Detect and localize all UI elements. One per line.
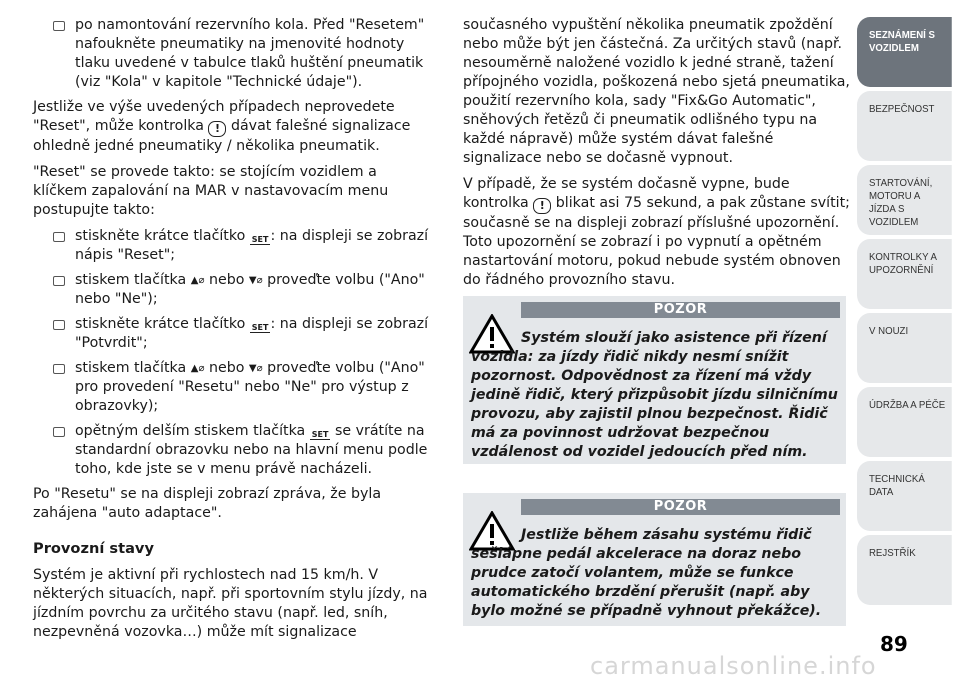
up-button-icon: ▲⌀ [190, 363, 205, 374]
list-item [33, 16, 435, 92]
warning-text: Jestliže během zásahu systému řidič sešlápne pedál akcelerace na doraz nebo prudce zatočí volantem, může se funkce automatického brzdění přerušit (např. aby bylo možné se případně vyhnout překážce). [471, 527, 822, 619]
tab-maintenance[interactable]: ÚDRŽBA A PÉČE [857, 387, 952, 457]
text: : na displeji se zobrazí "Potvrdit"; [75, 316, 429, 351]
warning-box-2 [463, 493, 846, 626]
paragraph: současného vypuštění několika pneumatik zpoždění nebo může být jen částečná. Za určitých stavů (např. nesouměrně naložené vozidlo k jedné straně, tažení přípojného vozidla, poškozená nebo sjetá pneumatika, použití rezervního kola, sady "Fix&Go Automatic", sněhových řetězů či pneumatik odlišného typu na každé nápravě) může systém dávat falešné signalizace nebo se dočasně vypnout. [463, 17, 850, 166]
text: opětným delším stiskem tlačítka [75, 423, 306, 439]
tab-warnings[interactable]: KONTROLKY A UPOZORNĚNÍ [857, 239, 952, 309]
tab-index[interactable]: REJSTŘÍK [857, 535, 952, 605]
list-item [33, 227, 435, 265]
warning-label: POZOR [521, 499, 840, 515]
paragraph: Po "Resetu" se na displeji zobrazí zpráva, že byla zahájena "auto adaptace". [33, 486, 382, 521]
text: Jestliže ve výše uvedených případech neprovedete "Reset", může kontrolka [33, 99, 395, 134]
set-button-icon: SET [251, 235, 269, 244]
text: stiskněte krátce tlačítko [75, 316, 246, 332]
warning-label: POZOR [521, 302, 840, 318]
set-button-icon: SET [311, 430, 329, 439]
watermark: carmanualsonline.info [590, 652, 877, 680]
warning-text: Systém slouží jako asistence při řízení vozidla: za jízdy řidič nikdy nesmí snížit pozornost. Odpovědnost za řízení má vždy jedině řidič, který přizpůsobit jízdu silničnímu provozu, aby zajistil plnou bezpečnost. Řidič má za povinnost udržovat bezpečnou vzdálenost od vozidel jedoucích před ním. [471, 330, 838, 460]
down-button-icon: ▼⌀ [248, 363, 263, 374]
text: dávat falešné signalizace ohledně jedné pneumatiky / několika pneumatik. [33, 118, 411, 154]
page-number: 89 [880, 632, 908, 656]
paragraph: "Reset" se provede takto: se stojícím vozidlem a klíčkem zapalování na MAR v nastavovacím menu postupujte takto: [33, 164, 389, 218]
text: nebo [208, 360, 245, 376]
chapter-sidebar [857, 17, 960, 609]
up-button-icon: ▲⌀ [190, 275, 205, 286]
text: stiskem tlačítka [75, 272, 187, 288]
list-item [33, 422, 435, 479]
tire-pressure-warning-icon: ! [533, 198, 551, 214]
list-item [33, 315, 435, 353]
text: blikat asi 75 sekund, a pak zůstane svítit; současně se na displeji zobrazí příslušné upozornění. Toto upozornění se zobrazí i po vypnutí a opětném nastartování motoru, pokud nebude systém obnoven do řádného provozního stavu. [463, 195, 850, 288]
text: : na displeji se zobrazí nápis "Reset"; [75, 228, 429, 263]
set-button-icon: SET [251, 323, 269, 332]
paragraph [463, 175, 851, 290]
item-text: po namontování rezervního kola. Před "Resetem" nafoukněte pneumatiky na jmenovité hodnoty tlaku uvedené v tabulce tlaků huštění pneumatik (viz "Kola" v kapitole "Technické údaje"). [75, 17, 425, 90]
tab-safety[interactable]: BEZPEČNOST [857, 91, 952, 161]
section-heading: Provozní stavy [33, 540, 154, 557]
text: proveďte volbu ("Ano" nebo "Ne"); [75, 272, 425, 307]
list-item [33, 271, 435, 309]
text: proveďte volbu ("Ano" pro provedení "Resetu" nebo "Ne" pro výstup z obrazovky); [75, 360, 425, 414]
down-button-icon: ▼⌀ [248, 275, 263, 286]
text: se vrátíte na standardní obrazovku nebo na hlavní menu podle toho, kde jste se v menu právě nacházeli. [75, 423, 428, 477]
tab-emergency[interactable]: V NOUZI [857, 313, 952, 383]
warning-box-1 [463, 296, 846, 464]
tire-pressure-warning-icon: ! [208, 121, 226, 137]
text: V případě, že se systém dočasně vypne, bude kontrolka [463, 176, 790, 211]
text: stiskem tlačítka [75, 360, 187, 376]
right-column [463, 16, 851, 297]
text: stiskněte krátce tlačítko [75, 228, 246, 244]
list-item [33, 359, 435, 416]
left-column [33, 16, 435, 649]
tab-introduction[interactable]: SEZNÁMENÍ S VOZIDLEM [857, 17, 952, 87]
text: nebo [208, 272, 245, 288]
tab-starting-driving[interactable]: STARTOVÁNÍ, MOTORU A JÍZDA S VOZIDLEM [857, 165, 952, 235]
paragraph: Systém je aktivní při rychlostech nad 15 km/h. V některých situacích, např. při sportovním stylu jízdy, na jízdním povrchu za určitého stavu (např. led, sníh, nezpevněná vozovka…) může mít signalizace [33, 567, 428, 640]
paragraph [33, 98, 435, 156]
tab-technical-data[interactable]: TECHNICKÁ DATA [857, 461, 952, 531]
